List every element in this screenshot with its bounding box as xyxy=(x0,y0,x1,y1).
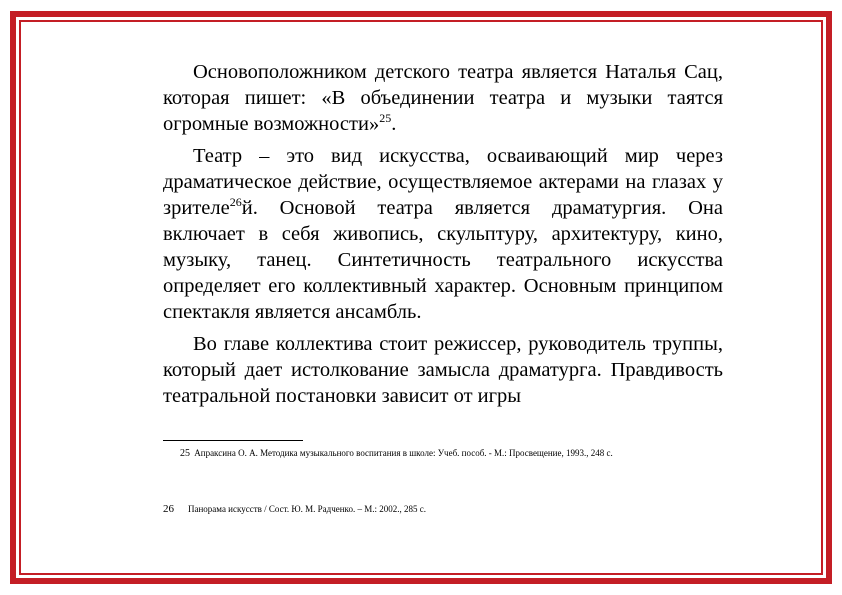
footnote-ref-25[interactable]: 25 xyxy=(379,111,392,125)
footnote-separator xyxy=(163,440,303,441)
body-text xyxy=(163,59,723,415)
paragraph-1 xyxy=(163,59,723,137)
footnote-26-text: Панорама искусств / Сост. Ю. М. Радченко. – М.: 2002., 285 с. xyxy=(188,504,426,514)
footnote-ref-26[interactable]: 26 xyxy=(229,195,242,209)
footnote-26-number: 26 xyxy=(163,503,174,515)
paragraph-3-text: Во главе коллектива стоит режиссер, руководитель труппы, который дает истолкование замысла драматурга. Правдивость театральной постановки зависит от игры xyxy=(163,333,723,407)
footnote-26 xyxy=(163,503,426,515)
paragraph-1-text: Основоположником детского театра является Наталья Сац, которая пишет: «В объединении театра и музыки таятся огромные возможности» xyxy=(163,61,723,135)
footnote-25 xyxy=(180,447,613,460)
paragraph-3 xyxy=(163,331,723,409)
paragraph-1-tail: . xyxy=(391,113,397,135)
paragraph-2 xyxy=(163,143,723,325)
footnote-25-text: Апраксина О. А. Методика музыкального воспитания в школе: Учеб. пособ. - М.: Просвещение, 1993., 248 с. xyxy=(194,448,613,458)
paragraph-2-text-after: й. Основой театра является драматургия. Она включает в себя живопись, скульптуру, архитектуру, кино, музыку, танец. Синтетичность театрального искусства определяет его коллективный характер. Основным принципом спектакля является ансамбль. xyxy=(163,197,723,323)
paragraph-2-text-before: Театр – это вид искусства, осваивающий мир через драматическое действие, осуществляемое актерами на глазах у зрителе xyxy=(163,145,723,219)
footnote-25-number: 25 xyxy=(180,448,190,459)
